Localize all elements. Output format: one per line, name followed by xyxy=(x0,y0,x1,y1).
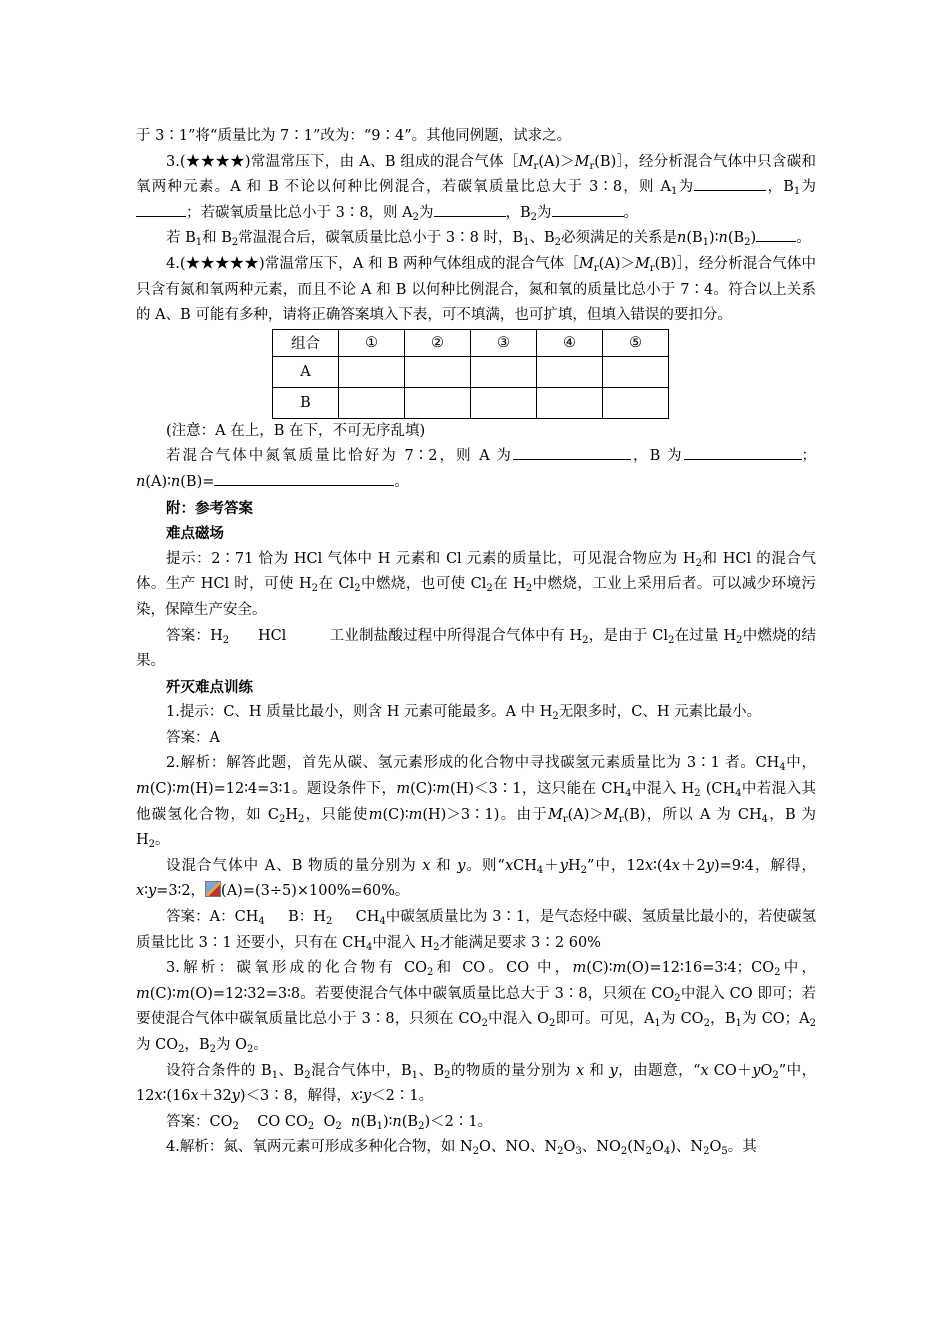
heading-appendix: 附：参考答案 xyxy=(166,499,253,517)
blank-ratio-ab[interactable] xyxy=(214,471,394,486)
table-row xyxy=(273,387,669,418)
training-3-answer: 答案：$CO_2$ CO $CO_2$ $O_2$ $n(B_1)∶n(B_2)<2∶1$。 xyxy=(166,1113,493,1132)
heading-magnet: 难点磁场 xyxy=(166,525,224,543)
table-header-cell: ④ xyxy=(537,329,603,356)
heading-training: 歼灭难点训练 xyxy=(166,678,253,696)
blank-a[interactable] xyxy=(513,445,631,460)
blank-a2[interactable] xyxy=(434,202,506,217)
row-label-a: A xyxy=(273,356,339,387)
table-cell[interactable] xyxy=(339,387,405,418)
question-4-part-2: 若混合气体中氮氧质量比恰好为 7∶2，则 A 为 ，B 为 ；n(A)∶n(B)= 。 xyxy=(136,444,816,495)
table-cell[interactable] xyxy=(537,387,603,418)
table-cell[interactable] xyxy=(405,387,471,418)
training-1: 1.提示：C、H 质量比最小，则含 H 元素可能最多。A 中 $H_2$无限多时，C、H 元素比最小。 xyxy=(166,704,762,723)
question-3-part-2: 若 $B_1$和 $B_2$常温混合后，碳氧质量比总小于 3∶8 时，$B_1$、$B_2$必须满足的关系是$n(B_1)∶n(B_2)$ 。 xyxy=(136,226,816,252)
table-cell[interactable] xyxy=(603,387,669,418)
table-header-cell: ③ xyxy=(471,329,537,356)
table-cell[interactable] xyxy=(405,356,471,387)
training-2-answer: 答案：A：$CH_4$ B：$H_2$ $CH_4$中碳氢质量比为 3∶1，是气态烃中碳、氢质量比最小的，若使碳氢质量比比 3∶1 还要小，只有在 $CH_4$中混入 $H_2$才能满足要求 3∶2 60% xyxy=(136,909,816,953)
table-header-row xyxy=(273,329,669,356)
table-header-cell: ② xyxy=(405,329,471,356)
question-3: 3.(★★★★)常温常压下，由 A、B 组成的混合气体$[M_r(A)>M_r(B)]$，经分析混合气体中只含碳和氧两种元素。A 和 B 不论以何种比例混合，若碳氧质量比总大于 3∶8，则 $A_1$为 ，$B_1$为；若碳氧质量比总小于 3∶8，则 $A_2$为 ，$B_2$为 。 xyxy=(136,153,817,223)
blank-b1[interactable] xyxy=(136,202,186,217)
hint-1: 提示：2∶71 恰为 HCl 气体中 H 元素和 Cl 元素的质量比，可见混合物应为 $H_2$和 HCl 的混合气体。生产 HCl 时，可使 $H_2$在 $Cl_2$中燃烧，也可使 $Cl_2$在 $H_2$中燃烧，工业上采用后者。可以减少环境污染，保障生产安全。 xyxy=(136,550,816,618)
training-3-solution: 设符合条件的 $B_1$、$B_2$混合气体中，$B_1$、$B_2$的物质的量分别为 x 和 y，由题意，“x $CO+yO_2$”中，12x∶(16x＋32y)＜3∶8，解得，x∶y＜2∶1。 xyxy=(136,1062,817,1105)
question-4: 4.(★★★★★)常温常压下，A 和 B 两种气体组成的混合气体$[M_r(A)>M_r(B)]$，经分析混合气体中只含有氮和氧两种元素，而且不论 A 和 B 以何种比例混合，氮和氧的质量比总小于 7∶4。符合以上关系的 A、B 可能有多种，请将正确答案填入下表，可不填满，也可扩填，但填入错误的要扣分。 xyxy=(136,255,817,324)
answer-table xyxy=(272,329,669,419)
table-row xyxy=(273,356,669,387)
table-header-cell: 组合 xyxy=(273,329,339,356)
document-page xyxy=(136,124,816,1161)
training-2-solution: 设混合气体中 A、B 物质的量分别为 x 和 y。则“$xCH_4+yH_2$”中，12x∶(4x＋2y)=9∶4，解得，x∶y=3∶2， (A)=(3÷5)×100%=60%。 xyxy=(136,857,817,900)
table-cell[interactable] xyxy=(339,356,405,387)
table-note: (注意：A 在上，B 在下，不可无序乱填) xyxy=(166,422,426,439)
table-header-cell: ⑤ xyxy=(603,329,669,356)
training-2: 2.解析：解答此题，首先从碳、氢元素形成的化合物中寻找碳氢元素质量比为 3∶1 者。$CH_4$中，m(C)∶m(H)=12∶4=3∶1。题设条件下，m(C)∶m(H)＜3∶1，这只能在 $CH_4$中混入 $H_2$ ($CH_4$中若混入其他碳氢化合物，如 $C_2H_2$，只能使m(C)∶m(H)＞3∶1)。由于$M_r(A)>M_r(B)$，所以 A 为 $CH_4$，B 为 $H_2$。 xyxy=(136,755,816,851)
table-header-cell: ① xyxy=(339,329,405,356)
paragraph: 于 3∶1”将“质量比为 7∶1”改为：“9∶4”。其他同例题，试求之。 xyxy=(136,128,572,144)
row-label-b: B xyxy=(273,387,339,418)
blank-ratio[interactable] xyxy=(756,227,796,242)
table-cell[interactable] xyxy=(537,356,603,387)
blank-b[interactable] xyxy=(684,445,802,460)
blank-a1[interactable] xyxy=(694,176,766,191)
embedded-image-icon xyxy=(205,881,221,897)
table-cell[interactable] xyxy=(603,356,669,387)
table-cell[interactable] xyxy=(471,356,537,387)
training-4: 4.解析：氮、氧两元素可形成多种化合物，如 $N_2O$、NO、$N_2O_3$、$NO_2(N_2O_4)$、$N_2O_5$。其 xyxy=(166,1139,757,1158)
answer-1: 答案：$H_2$ HCl 工业制盐酸过程中所得混合气体中有 $H_2$，是由于 $Cl_2$在过量 $H_2$中燃烧的结果。 xyxy=(136,627,817,670)
table-cell[interactable] xyxy=(471,387,537,418)
blank-b2[interactable] xyxy=(552,202,624,217)
training-3: 3.解析：碳氧形成的化合物有 $CO_2$和 CO。CO 中，m(C)∶m(O)=12∶16=3∶4；$CO_2$中，m(C)∶m(O)=12∶32=3∶8。若要使混合气体中碳氧质量比总大于 3∶8，只须在 $CO_2$中混入 CO 即可；若要使混合气体中碳氧质量比总小于 3∶8，只须在 $CO_2$中混入 $O_2$即可。可见，$A_1$为 $CO_2$，$B_1$为 CO；$A_2$为 $CO_2$，$B_2$为 $O_2$。 xyxy=(136,960,817,1055)
training-1-answer: 答案：A xyxy=(166,729,220,746)
